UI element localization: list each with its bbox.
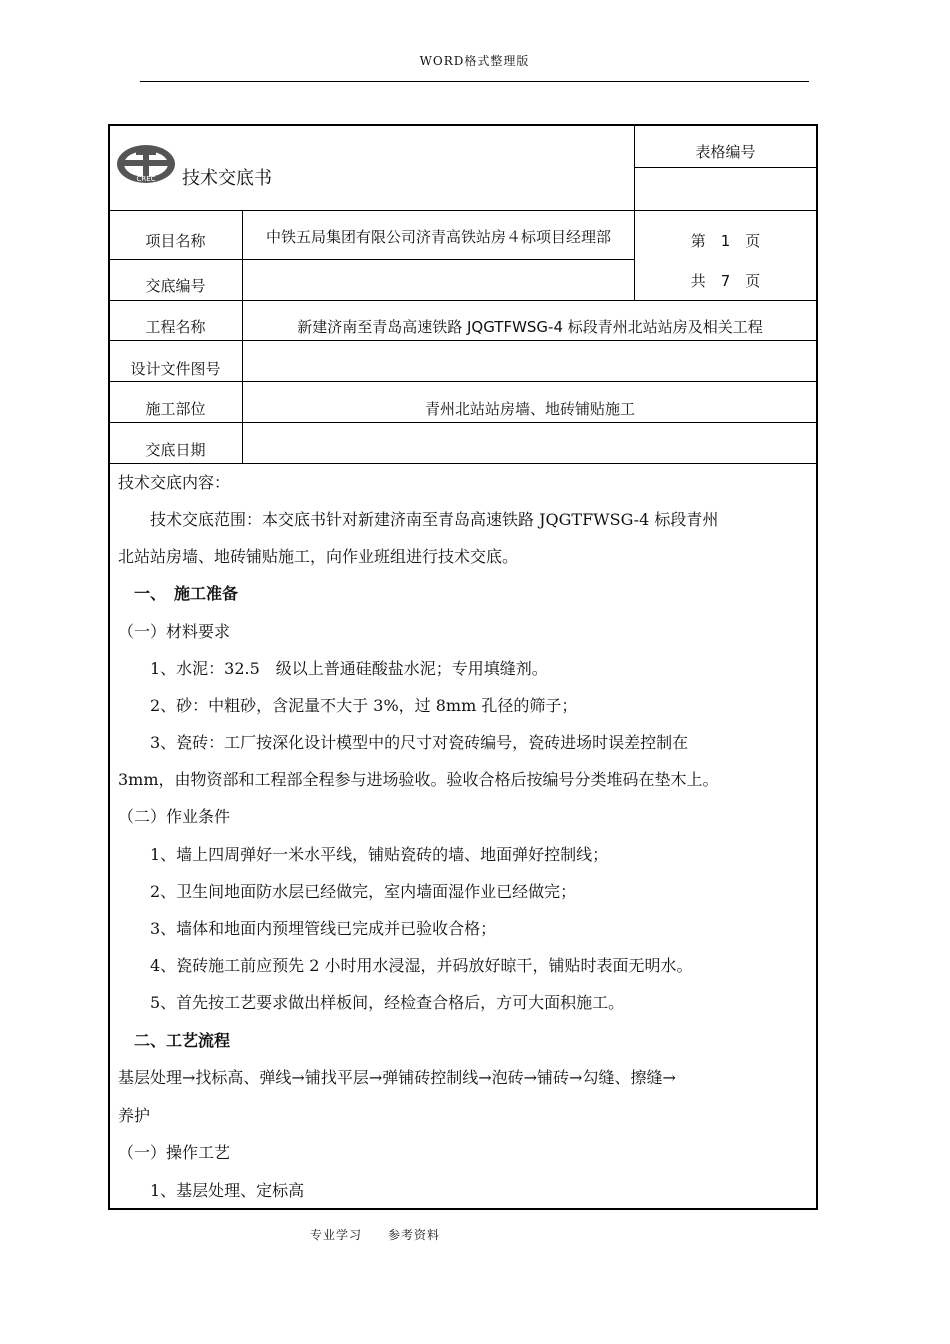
design-doc-label: 设计文件图号 (130, 359, 221, 378)
form-title: 技术交底书 (182, 168, 272, 189)
page-current: 第 1 页 (690, 231, 761, 250)
content-line: 养护 (118, 1106, 151, 1125)
content-line: 3、瓷砖：工厂按深化设计模型中的尺寸对瓷砖编号，瓷砖进场时误差控制在 (118, 733, 689, 752)
content-line: 5、首先按工艺要求做出样板间，经检查合格后，方可大面积施工。 (118, 993, 625, 1012)
page-header: WORD格式整理版 (419, 54, 530, 68)
content-line: 4、瓷砖施工前应预先 2 小时用水浸湿，并码放好晾干，铺贴时表面无明水。 (118, 956, 693, 975)
content-line: 2、卫生间地面防水层已经做完，室内墙面湿作业已经做完； (118, 882, 577, 901)
content-line: 北站站房墙、地砖铺贴施工，向作业班组进行技术交底。 (118, 547, 519, 566)
page-footer: 专业学习 参考资料 (310, 1228, 441, 1242)
header-rule (140, 81, 809, 82)
disclosure-no-label: 交底编号 (145, 276, 206, 295)
section-heading: 二、工艺流程 (118, 1031, 231, 1050)
project-name-value: 中铁五局集团有限公司济青高铁站房４标项目经理部 (265, 227, 611, 246)
form-number-value (634, 168, 817, 210)
project-name-label: 项目名称 (145, 232, 206, 250)
content-line: 2、砂：中粗砂，含泥量不大于 3%，过 8mm 孔径的筛子； (118, 696, 578, 715)
content-line: 3、墙体和地面内预埋管线已完成并已验收合格； (118, 919, 497, 938)
form-number-label: 表格编号 (695, 142, 756, 161)
engineering-name-label: 工程名称 (145, 317, 206, 336)
content-line: （一）操作工艺 (118, 1143, 231, 1162)
content-line: 3mm，由物资部和工程部全程参与进场验收。验收合格后按编号分类堆码在垫木上。 (118, 770, 719, 789)
content-line: （一）材料要求 (118, 622, 231, 641)
content-line: 1、水泥：32.5 级以上普通硅酸盐水泥；专用填缝剂。 (118, 659, 548, 678)
design-doc-value (243, 342, 817, 380)
page-total: 共 7 页 (690, 271, 761, 290)
content-line: 基层处理→找标高、弹线→铺找平层→弹铺砖控制线→泡砖→铺砖→勾缝、擦缝→ (118, 1068, 676, 1087)
divider (109, 210, 817, 211)
content-line: 1、基层处理、定标高 (118, 1181, 305, 1200)
company-logo-icon (116, 143, 176, 185)
disclosure-date-value (243, 423, 817, 462)
disclosure-date-label: 交底日期 (145, 440, 206, 459)
engineering-name-value: 新建济南至青岛高速铁路 JQGTFWSG-4 标段青州北站站房及相关工程 (297, 317, 763, 336)
content-line: （二）作业条件 (118, 807, 231, 826)
content-line: 技术交底内容： (118, 473, 231, 492)
disclosure-no-value (243, 260, 634, 300)
construction-part-value: 青州北站站房墙、地砖铺贴施工 (424, 399, 635, 418)
section-heading: 一、 施工准备 (118, 584, 239, 603)
content-line: 技术交底范围：本交底书针对新建济南至青岛高速铁路 JQGTFWSG-4 标段青州 (118, 510, 719, 529)
construction-part-label: 施工部位 (145, 399, 206, 418)
content-line: 1、墙上四周弹好一米水平线，铺贴瓷砖的墙、地面弹好控制线； (118, 845, 609, 864)
svg-text:CREC: CREC (136, 175, 156, 183)
